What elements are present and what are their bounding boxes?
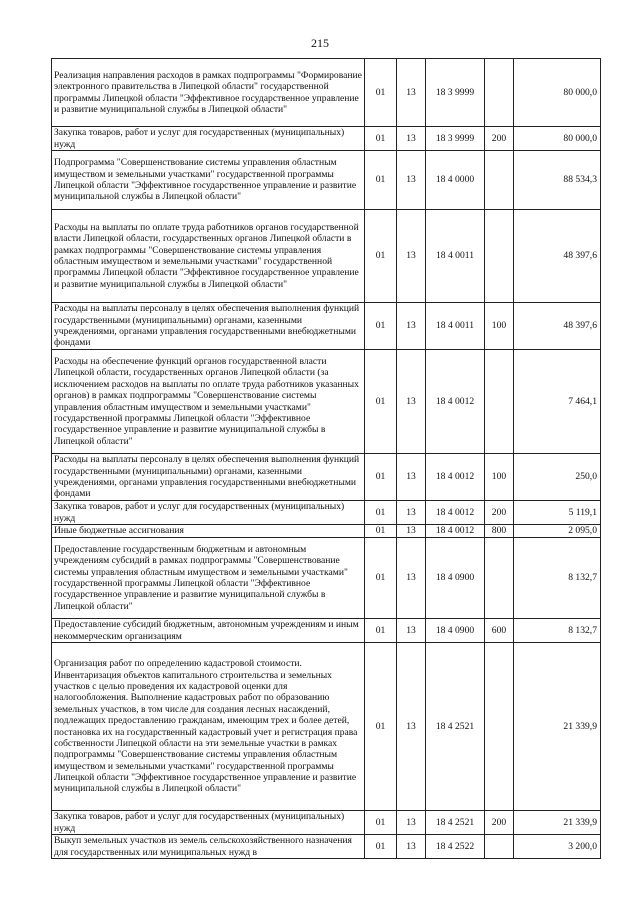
row-target: 18 4 0900 [426, 538, 485, 619]
table-row [52, 525, 601, 538]
row-amount: 88 534,3 [514, 151, 601, 210]
row-subsection: 13 [397, 210, 426, 303]
row-name: Предоставление государственным бюджетным и автономным учреждениям субсидий в рамках подпрограммы "Совершенствование системы управления областным имуществом и земельными участками" государственной программы Липецкой области "Эффективное государственное управление и развитие муниципальной службы в Липецкой области" [52, 538, 365, 619]
row-subsection: 13 [397, 350, 426, 454]
row-name: Расходы на выплаты по оплате труда работников органов государственной власти Липецкой области, государственных органов Липецкой области в рамках подпрограммы "Совершенствование системы управления областным имуществом и земельными участками" государственной программы Липецкой области "Эффективное государственное управление и развитие муниципальной службы в Липецкой области" [52, 210, 365, 303]
row-target: 18 4 0011 [426, 210, 485, 303]
row-section: 01 [365, 454, 397, 501]
row-subsection: 13 [397, 538, 426, 619]
row-section: 01 [365, 835, 397, 859]
budget-table [51, 58, 601, 859]
row-name: Расходы на выплаты персоналу в целях обеспечения выполнения функций государственными (муниципальными) органами, казенными учреждениями, органами управления государственными внебюджетными фондами [52, 454, 365, 501]
page-number: 215 [311, 36, 329, 50]
row-target: 18 4 0900 [426, 619, 485, 643]
row-target: 18 4 2522 [426, 835, 485, 859]
table-row [52, 127, 601, 151]
row-name: Закупка товаров, работ и услуг для государственных (муниципальных) нужд [52, 811, 365, 835]
row-name: Организация работ по определению кадастровой стоимости. Инвентаризация объектов капитального строительства и земельных участков с целью проведения их кадастровой оценки для налогообложения. Выполнение кадастровых работ по образованию земельных участков, в том числе для создания лесных насаждений, подлежащих предоставлению гражданам, имеющим трех и более детей, постановка их на государственный кадастровый учет и регистрация права собственности Липецкой области на эти земельные участки в рамках подпрограммы "Совершенствование системы управления областным имуществом и земельными участками" государственной программы Липецкой области "Эффективное государственное управление и развитие муниципальной службы в Липецкой области" [52, 643, 365, 811]
row-amount: 7 464,1 [514, 350, 601, 454]
row-name: Закупка товаров, работ и услуг для государственных (муниципальных) нужд [52, 127, 365, 151]
row-type [485, 643, 514, 811]
row-section: 01 [365, 303, 397, 350]
row-type [485, 210, 514, 303]
table-row [52, 350, 601, 454]
row-amount: 250,0 [514, 454, 601, 501]
row-type: 200 [485, 501, 514, 525]
row-type: 200 [485, 127, 514, 151]
table-row [52, 303, 601, 350]
row-type: 100 [485, 303, 514, 350]
row-amount: 21 339,9 [514, 643, 601, 811]
row-type [485, 350, 514, 454]
row-type: 600 [485, 619, 514, 643]
table-row [52, 835, 601, 859]
row-amount: 80 000,0 [514, 59, 601, 127]
row-type: 200 [485, 811, 514, 835]
row-section: 01 [365, 151, 397, 210]
row-type: 100 [485, 454, 514, 501]
table-row [52, 501, 601, 525]
row-amount: 80 000,0 [514, 127, 601, 151]
row-subsection: 13 [397, 454, 426, 501]
row-amount: 21 339,9 [514, 811, 601, 835]
row-amount: 48 397,6 [514, 210, 601, 303]
row-name: Реализация направления расходов в рамках подпрограммы "Формирование электронного правительства в Липецкой области" государственной программы Липецкой области "Эффективное государственное управление и развитие муниципальной службы в Липецкой области" [52, 59, 365, 127]
row-section: 01 [365, 350, 397, 454]
table-row [52, 210, 601, 303]
row-section: 01 [365, 811, 397, 835]
row-type [485, 835, 514, 859]
table-row [52, 643, 601, 811]
table-row [52, 619, 601, 643]
row-amount: 8 132,7 [514, 538, 601, 619]
row-target: 18 4 0012 [426, 454, 485, 501]
row-amount: 5 119,1 [514, 501, 601, 525]
row-name: Иные бюджетные ассигнования [52, 525, 365, 538]
row-name: Расходы на обеспечение функций органов государственной власти Липецкой области, государственных органов Липецкой области (за исключением расходов на выплаты по оплате труда работников указанных органов) в рамках подпрограммы "Совершенствование системы управления областным имуществом и земельными участками" государственной программы Липецкой области "Эффективное государственное управление и развитие муниципальной службы в Липецкой области" [52, 350, 365, 454]
row-subsection: 13 [397, 619, 426, 643]
row-subsection: 13 [397, 127, 426, 151]
row-amount: 3 200,0 [514, 835, 601, 859]
row-target: 18 4 2521 [426, 811, 485, 835]
row-target: 18 3 9999 [426, 59, 485, 127]
row-target: 18 4 0011 [426, 303, 485, 350]
row-type [485, 59, 514, 127]
row-amount: 8 132,7 [514, 619, 601, 643]
row-subsection: 13 [397, 643, 426, 811]
row-section: 01 [365, 210, 397, 303]
row-section: 01 [365, 538, 397, 619]
row-type: 800 [485, 525, 514, 538]
row-type [485, 538, 514, 619]
row-amount: 2 095,0 [514, 525, 601, 538]
row-section: 01 [365, 501, 397, 525]
row-target: 18 4 0012 [426, 350, 485, 454]
row-section: 01 [365, 127, 397, 151]
row-target: 18 4 0012 [426, 501, 485, 525]
row-name: Расходы на выплаты персоналу в целях обеспечения выполнения функций государственными (муниципальными) органами, казенными учреждениями, органами управления государственными внебюджетными фондами [52, 303, 365, 350]
row-subsection: 13 [397, 59, 426, 127]
row-section: 01 [365, 59, 397, 127]
table-row [52, 811, 601, 835]
table-row [52, 538, 601, 619]
row-target: 18 4 2521 [426, 643, 485, 811]
row-subsection: 13 [397, 835, 426, 859]
row-subsection: 13 [397, 501, 426, 525]
row-subsection: 13 [397, 303, 426, 350]
row-section: 01 [365, 619, 397, 643]
row-target: 18 4 0000 [426, 151, 485, 210]
row-section: 01 [365, 525, 397, 538]
table-row [52, 59, 601, 127]
row-name: Выкуп земельных участков из земель сельскохозяйственного назначения для государственных или муниципальных нужд в [52, 835, 365, 859]
row-name: Подпрограмма "Совершенствование системы управления областным имуществом и земельными участками" государственной программы Липецкой области "Эффективное государственное управление и развитие муниципальной службы в Липецкой области" [52, 151, 365, 210]
table-row [52, 151, 601, 210]
row-type [485, 151, 514, 210]
row-name: Предоставление субсидий бюджетным, автономным учреждениям и иным некоммерческим организациям [52, 619, 365, 643]
row-target: 18 4 0012 [426, 525, 485, 538]
row-name: Закупка товаров, работ и услуг для государственных (муниципальных) нужд [52, 501, 365, 525]
row-amount: 48 397,6 [514, 303, 601, 350]
row-section: 01 [365, 643, 397, 811]
row-subsection: 13 [397, 525, 426, 538]
row-target: 18 3 9999 [426, 127, 485, 151]
row-subsection: 13 [397, 811, 426, 835]
table-row [52, 454, 601, 501]
row-subsection: 13 [397, 151, 426, 210]
